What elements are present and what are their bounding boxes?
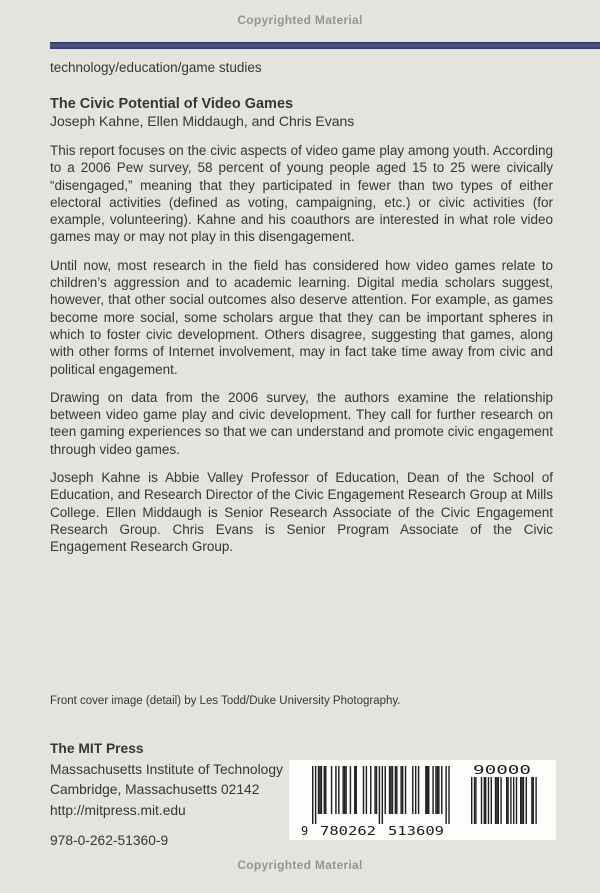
description-paragraph-3: Drawing on data from the 2006 survey, the authors examine the relationship between video game play and civic development. They call for further research on teen gaming experiences so that we can understand and promote civic engagement through video games.	[50, 389, 553, 457]
barcode	[289, 760, 556, 840]
description-paragraph-1: This report focuses on the civic aspects of video game play among youth. According to a 2006 Pew survey, 58 percent of young people aged 15 to 25 were civically “disengaged,” meaning that they participated in fewer than two types of either electoral activities (defined as voting, campaigning, etc.) or civic activities (for example, volunteering). Kahne and his coauthors are interested in what role video games may or may not play in this disengagement.	[50, 143, 553, 245]
publisher-address: Cambridge, Massachusetts 02142	[50, 782, 260, 797]
barcode-graphic	[299, 764, 546, 838]
copyright-notice-bottom: Copyrighted Material	[237, 858, 363, 872]
publisher-name: The MIT Press	[50, 741, 144, 756]
book-authors: Joseph Kahne, Ellen Middaugh, and Chris Evans	[50, 113, 355, 129]
book-title: The Civic Potential of Video Games	[50, 96, 294, 112]
publisher-block	[50, 739, 283, 852]
cover-image-credit: Front cover image (detail) by Les Todd/Duke University Photography.	[50, 695, 401, 707]
svg-text:513609: 513609	[388, 824, 444, 838]
publisher-institution: Massachusetts Institute of Technology	[50, 761, 283, 777]
svg-text:9: 9	[301, 824, 309, 838]
description-paragraph-2: Until now, most research in the field has considered how video games relate to children’s aggression and to academic learning. Digital media scholars suggest, however, that other social outcomes also deserve attention. For example, as games become more social, some scholars argue that they can be important spheres in which to foster civic development. Others disagree, suggesting that games, along with other forms of Internet involvement, may in fact take time away from civic and political engagement.	[50, 257, 553, 377]
svg-text:90000: 90000	[473, 764, 531, 777]
isbn-number: 978-0-262-51360-9	[50, 833, 169, 848]
publisher-url: http://mitpress.mit.edu	[50, 802, 186, 818]
category-line: technology/education/game studies	[50, 60, 262, 75]
svg-text:780262: 780262	[320, 824, 376, 838]
copyright-notice-top: Copyrighted Material	[237, 13, 363, 27]
accent-bar	[50, 42, 600, 49]
author-bio-paragraph: Joseph Kahne is Abbie Valley Professor of Education, Dean of the School of Education, and Research Director of the Civic Engagement Research Group at Mills College. Ellen Middaugh is Senior Research Associate of the Civic Engagement Research Group. Chris Evans is Senior Program Associate of the Civic Engagement Research Group.	[50, 470, 553, 555]
cover-text-block	[50, 60, 553, 567]
